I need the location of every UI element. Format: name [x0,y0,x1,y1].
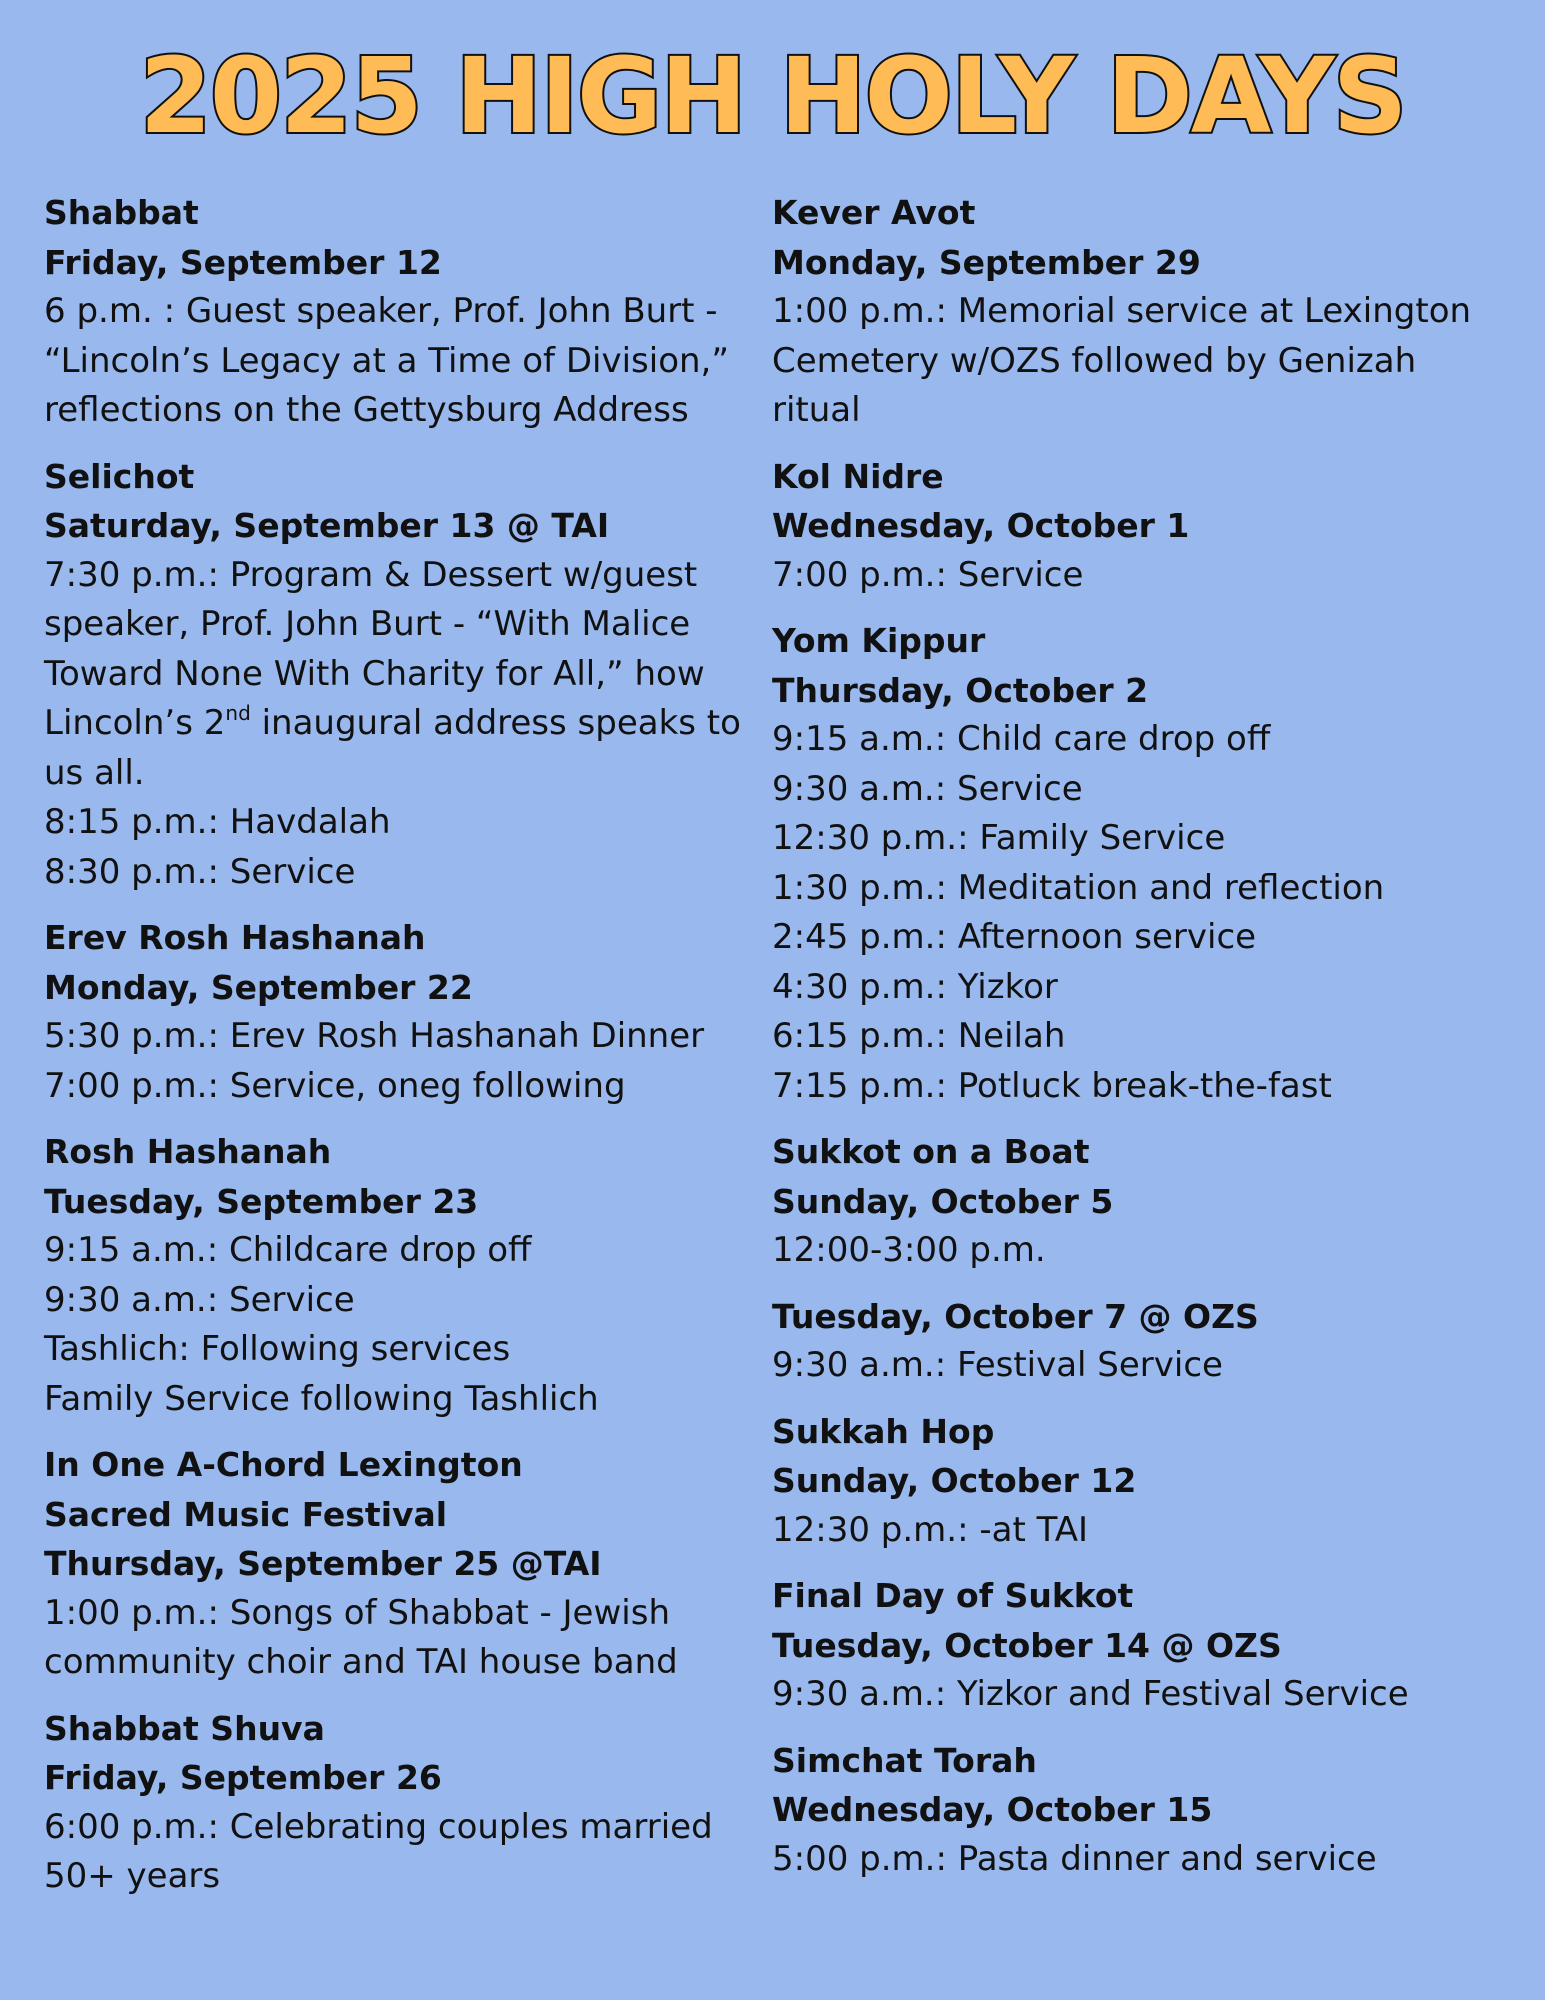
event-detail: Toward None With Charity for All,” how [44,653,705,694]
event-detail: 8:15 p.m.: Havdalah [44,802,391,842]
event-detail: 8:30 p.m.: Service [44,851,356,892]
event-date: Thursday, September 25 @TAI [44,1544,602,1583]
event-detail: 7:30 p.m.: Program & Dessert w/guest [44,554,698,595]
event-name: In One A-Chord Lexington [44,1445,523,1484]
event-name: Kever Avot [772,193,976,232]
event-name: Shabbat [44,193,199,232]
event-detail: 9:30 a.m.: Service [772,768,1083,809]
event-detail: 5:00 p.m.: Pasta dinner and service [772,1838,1377,1879]
event-detail: 4:30 p.m.: Yizkor [772,966,1058,1007]
event-detail: ritual [772,390,861,430]
event-name: Yom Kippur [772,621,986,660]
event-name: Shabbat Shuva [44,1708,325,1748]
event-kol-nidre [772,452,1512,601]
event-detail: 9:15 a.m.: Child care drop off [772,719,1271,759]
event-detail: 1:00 p.m.: Songs of Shabbat - Jewish [44,1592,670,1633]
event-name: Kol Nidre [772,456,944,496]
event-detail: 9:30 a.m.: Yizkor and Festival Service [772,1674,1409,1714]
left-column [44,188,744,1918]
event-detail [44,699,744,749]
event-detail: 7:15 p.m.: Potluck break-the-fast [772,1065,1332,1106]
event-name: Erev Rosh Hashanah [44,918,426,957]
event-detail: 12:30 p.m.: Family Service [772,818,1226,858]
event-name: Selichot [44,456,195,496]
event-detail: 9:30 a.m.: Festival Service [772,1345,1223,1385]
event-detail: 6 p.m. : Guest speaker, Prof. John Burt - [44,291,718,331]
event-detail: 1:00 p.m.: Memorial service at Lexington [772,291,1472,331]
page-title: 2025 HIGH HOLY DAYS [139,35,1406,157]
event-detail: speaker, Prof. John Burt - “With Malice [44,604,691,644]
event-date: Friday, September 12 [44,242,442,282]
detail-text: inaugural address speaks to [250,703,741,743]
event-detail: reflections on the Gettysburg Address [44,390,689,430]
right-column [772,188,1512,1900]
event-sukkah-hop [772,1407,1512,1556]
event-name: Sacred Music Festival [44,1494,448,1534]
event-detail: 2:45 p.m.: Afternoon service [772,917,1257,957]
event-detail: 7:00 p.m.: Service, oneg following [44,1065,626,1106]
event-name: Sukkah Hop [772,1411,995,1451]
event-date: Tuesday, October 14 @ OZS [772,1625,1282,1665]
event-detail: 6:15 p.m.: Neilah [772,1016,1066,1056]
event-date: Thursday, October 2 [772,670,1149,710]
event-detail: 9:30 a.m.: Service [44,1279,355,1320]
ordinal-suffix: nd [225,701,251,725]
event-yom-kippur [772,616,1512,1111]
event-date: Saturday, September 13 @ TAI [44,506,610,545]
event-detail: 6:00 p.m.: Celebrating couples married [44,1806,713,1847]
event-date: Sunday, October 5 [772,1181,1114,1221]
event-detail: 12:30 p.m.: -at TAI [772,1509,1089,1550]
event-date: Wednesday, October 1 [772,506,1190,545]
event-date: Monday, September 29 [772,242,1201,282]
event-detail: 1:30 p.m.: Meditation and reflection [772,867,1385,908]
event-name: Sukkot on a Boat [772,1132,1090,1171]
event-date: Tuesday, October 7 @ OZS [772,1296,1259,1336]
event-date: Sunday, October 12 [772,1461,1137,1500]
event-detail: 9:15 a.m.: Childcare drop off [44,1230,532,1270]
event-date: Wednesday, October 15 [772,1790,1213,1829]
event-date: Monday, September 22 [44,967,473,1007]
event-detail: 12:00-3:00 p.m. [772,1230,1046,1270]
event-detail: Cemetery w/OZS followed by Genizah [772,340,1417,381]
event-name: Rosh Hashanah [44,1132,332,1171]
event-shabbat [44,188,744,436]
event-selichot [44,452,744,898]
event-date: Tuesday, September 23 [44,1181,479,1221]
event-detail: 5:30 p.m.: Erev Rosh Hashanah Dinner [44,1016,705,1056]
event-detail: 7:00 p.m.: Service [772,554,1084,595]
event-erev-rosh-hashanah [44,913,744,1111]
event-simchat-torah [772,1736,1512,1885]
event-shabbat-shuva [44,1704,744,1902]
event-detail: community choir and TAI house band [44,1642,678,1682]
event-final-day-of-sukkot [772,1571,1512,1720]
event-detail: “Lincoln’s Legacy at a Time of Division,” [44,340,729,381]
event-detail: 50+ years [44,1856,221,1896]
event-date: Friday, September 26 [44,1758,442,1797]
event-festival-service [772,1292,1512,1391]
event-sukkot-on-a-boat [772,1127,1512,1276]
event-rosh-hashanah [44,1127,744,1424]
event-kever-avot [772,188,1512,436]
event-detail: Family Service following Tashlich [44,1378,599,1419]
event-detail: Tashlich: Following services [44,1329,511,1369]
event-sacred-music-festival [44,1440,744,1688]
event-detail: us all. [44,752,145,793]
event-name: Final Day of Sukkot [772,1576,1134,1615]
event-name: Simchat Torah [772,1740,1037,1780]
detail-text: Lincoln’s 2 [44,703,226,743]
